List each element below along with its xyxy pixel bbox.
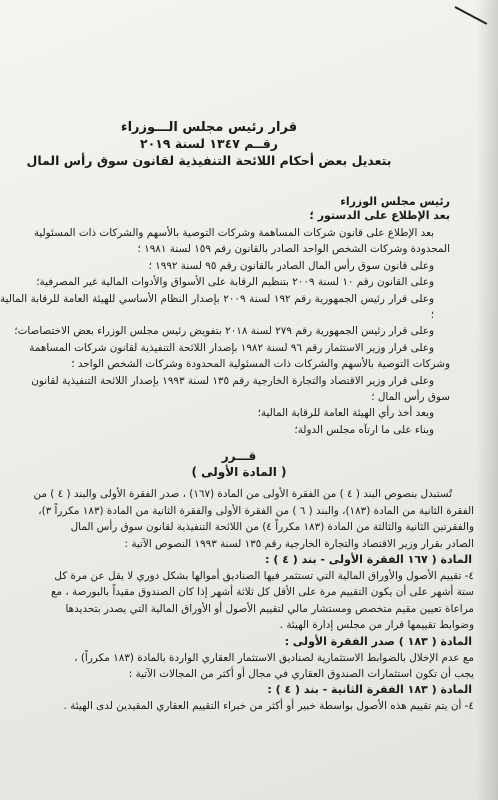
body-line: يجب أن تكون استثمارات الصندوق العقاري في مجال أو أكثر من المجالات الآتية : [128,667,474,680]
page-edge-shadow [476,0,498,800]
preamble-paragraph: وعلى القانون رقم ١٠ لسنة ٢٠٠٩ بتنظيم الرقابة على الأسواق والأدوات المالية غير المصرفية؛ [36,276,434,289]
decree-document [0,120,478,715]
body-line: ٤- تقييم الأصول والأوراق المالية التي تستثمر فيها الصناديق أموالها بشكل دوري لا يقل عن مرة كل [54,569,474,582]
preamble-paragraph: سوق رأس المال ؛ [371,391,450,404]
body-line: الصادر بقرار وزير الاقتصاد والتجارة الخارجية رقم ١٣٥ لسنة ١٩٩٣ النصوص الآتية : [124,537,474,550]
preamble-paragraph: بعد الإطلاع على قانون شركات المساهمة وشركات التوصية بالأسهم والشركات ذات المسئولية [33,227,434,239]
preamble [0,195,478,438]
decree-subject: بتعديل بعض أحكام اللائحة التنفيذية لقانون سوق رأس المال [26,153,392,168]
body-line: والفقرتين الثانية والثالثة من المادة (١٨٣ مكرراً ٤) من اللائحة التنفيذية لقانون سوق رأس المال [70,521,474,534]
preamble-paragraph: المحدودة وشركات الشخص الواحد الصادر بالقانون رقم ١٥٩ لسنة ١٩٨١ ؛ [137,243,450,256]
preamble-paragraph: وعلى قرار وزير الاقتصاد والتجارة الخارجية رقم ١٣٥ لسنة ١٩٩٣ بإصدار اللائحة التنفيذية لقانون [31,374,434,387]
preamble-paragraph: وبعد أخذ رأي الهيئة العامة للرقابة المالية؛ [257,407,434,420]
body-line: ستة أشهر على أن يكون التقييم مرة على الأقل كل ثلاثة أشهر إذا كان الصندوق مقيداً بالبورصة ، مع [51,586,474,599]
section-heading: المادة ( ١٦٧ الفقرة الأولى - بند ( ٤ ) : [265,552,472,566]
preamble-paragraph: وعلى قرار وزير الاستثمار رقم ٩٦ لسنة ١٩٨٢ بإصدار اللائحة التنفيذية لقانون شركات المساهمة [29,341,434,354]
preamble-paragraph: وبناء على ما ارتآه مجلس الدولة؛ [294,423,434,436]
section-heading: المادة ( ١٨٣ الفقرة الثانية - بند ( ٤ ) : [267,683,472,697]
decree-word: قـــرر [221,449,257,464]
decree-title: قرار رئيس مجلس الـــوزراء [120,120,298,135]
constitution-line: بعد الإطلاع على الدستور ؛ [309,209,450,222]
preamble-paragraph: وعلى قانون سوق رأس المال الصادر بالقانون رقم ٩٥ لسنة ١٩٩٢ ؛ [148,259,434,272]
body-line: تُستبدل بنصوص البند ( ٤ ) من الفقرة الأولى من المادة (١٦٧) ، صدر الفقرة الأولى والبند ( ٤ ) من [33,488,452,501]
decree-body [0,486,478,714]
body-line: وضوابط تقييمها قرار من مجلس إدارة الهيئة . [279,619,474,632]
authority-line: رئيس مجلس الوزراء [340,195,450,208]
preamble-paragraph: وعلى قرار رئيس الجمهورية رقم ٢٧٩ لسنة ٢٠١٨ بتفويض رئيس مجلس الوزراء بعض الاختصاصات؛ [14,325,434,338]
section-heading: المادة ( ١٨٣ ) صدر الفقرة الأولى : [284,634,472,648]
article-one-heading: ( المادة الأولى ) [191,465,287,480]
body-line: الفقرة الثانية من المادة (١٨٣)، والبند ( ٦ ) من الفقرة الأولى والفقرة الثانية من المادة (١٨٣ مكرراً ٣)، [38,504,474,517]
title-block [0,120,478,169]
body-line: ٤- أن يتم تقييم هذه الأصول بواسطة خبير أو أكثر من خبراء التقييم العقاري المقيدين لدى الهيئة . [63,700,474,713]
preamble-paragraph: وشركات التوصية بالأسهم والشركات ذات المسئولية المحدودة وشركات الشخص الواحد ؛ [71,358,450,371]
preamble-paragraph: وعلى قرار رئيس الجمهورية رقم ١٩٢ لسنة ٢٠٠٩ بإصدار النظام الأساسي للهيئة العامة للرقابة المالية ؛ [0,292,435,322]
body-line: مراعاة تعيين مقيم متخصص ومستشار مالي لتقييم الأصول أو الأوراق المالية التي يصدر بتحديدها [65,602,474,615]
decree-number: رقــم ١٣٤٧ لسنة ٢٠١٩ [140,136,278,151]
body-line: مع عدم الإخلال بالضوابط الاستثمارية لصناديق الاستثمار العقاري الواردة بالمادة (١٨٣ مكرراً) ، [74,651,474,664]
